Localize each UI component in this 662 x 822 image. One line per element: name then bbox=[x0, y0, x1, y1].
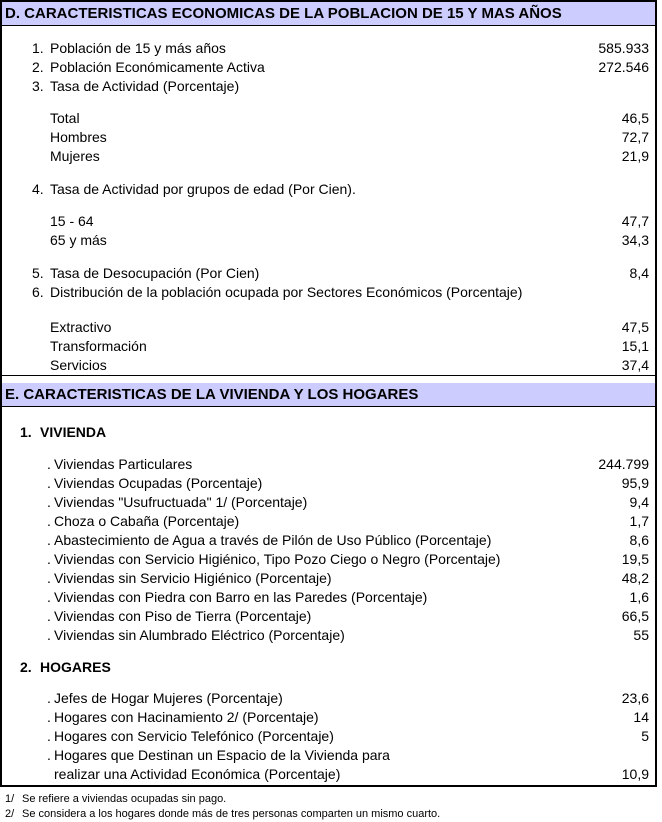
row-value: 47,7 bbox=[621, 213, 649, 229]
row-number: 4. bbox=[32, 181, 44, 197]
row-value: 34,3 bbox=[621, 232, 649, 248]
section-e-title: E. CARACTERISTICAS DE LA VIVIENDA Y LOS HOGARES bbox=[5, 386, 419, 403]
hogares-item bbox=[2, 727, 655, 746]
table-row bbox=[2, 147, 655, 166]
row-value: 9,4 bbox=[629, 494, 649, 510]
row-value bbox=[649, 283, 655, 302]
row-value: 66,5 bbox=[621, 608, 649, 624]
row-label: realizar una Actividad Económica (Porcentaje) bbox=[54, 766, 341, 782]
row-value: 37,4 bbox=[621, 357, 649, 373]
item-bullet: . bbox=[47, 627, 51, 643]
row-label: Viviendas con Piedra con Barro en las Paredes (Porcentaje) bbox=[54, 589, 428, 605]
row-value: 46,5 bbox=[621, 110, 649, 126]
item-bullet: . bbox=[47, 747, 51, 763]
hogares-item bbox=[2, 689, 655, 708]
item-bullet: . bbox=[47, 494, 51, 510]
row-value: 10,9 bbox=[621, 766, 649, 782]
row-label: Jefes de Hogar Mujeres (Porcentaje) bbox=[54, 690, 283, 706]
row-value: 21,9 bbox=[621, 148, 649, 164]
vivienda-item bbox=[2, 455, 655, 474]
item-bullet: . bbox=[47, 475, 51, 491]
table-row bbox=[2, 318, 655, 337]
row-value: 48,2 bbox=[621, 570, 649, 586]
row-value: 8,4 bbox=[629, 265, 649, 281]
section-e-header-bar bbox=[2, 383, 655, 407]
row-value: 15,1 bbox=[621, 338, 649, 354]
vivienda-item bbox=[2, 626, 655, 645]
row-label: Viviendas "Usufructuada" 1/ (Porcentaje) bbox=[54, 494, 308, 510]
item-bullet: . bbox=[47, 532, 51, 548]
table-row bbox=[2, 77, 655, 96]
row-label: Extractivo bbox=[50, 319, 112, 335]
table-row bbox=[2, 212, 655, 231]
row-value: 1,7 bbox=[629, 513, 649, 529]
row-value: 19,5 bbox=[621, 551, 649, 567]
row-value: 55 bbox=[633, 627, 649, 643]
heading-label: HOGARES bbox=[40, 659, 111, 675]
row-label: Hombres bbox=[50, 129, 107, 145]
vivienda-item bbox=[2, 474, 655, 493]
table-row bbox=[2, 231, 655, 250]
row-value: 1,6 bbox=[629, 589, 649, 605]
row-label: Viviendas sin Servicio Higiénico (Porcentaje) bbox=[54, 570, 332, 586]
hogares-item-continuation bbox=[2, 765, 655, 784]
hogares-item bbox=[2, 708, 655, 727]
row-label: Hogares con Hacinamiento 2/ (Porcentaje) bbox=[54, 709, 319, 725]
row-label: Viviendas sin Alumbrado Eléctrico (Porcentaje) bbox=[54, 627, 345, 643]
footnote-text: Se refiere a viviendas ocupadas sin pago. bbox=[22, 793, 227, 805]
heading-label: VIVIENDA bbox=[40, 424, 107, 440]
hogares-heading bbox=[2, 658, 655, 677]
footnote-text: Se considera a los hogares donde más de tres personas comparten un mismo cuarto. bbox=[22, 808, 441, 820]
row-label: 65 y más bbox=[50, 232, 107, 248]
row-number: 2. bbox=[32, 59, 44, 75]
item-bullet: . bbox=[47, 570, 51, 586]
heading-number: 2. bbox=[20, 659, 32, 675]
table-row bbox=[2, 180, 655, 199]
item-bullet: . bbox=[47, 690, 51, 706]
vivienda-item bbox=[2, 569, 655, 588]
vivienda-heading bbox=[2, 423, 655, 442]
row-value bbox=[649, 746, 655, 765]
row-value: 272.546 bbox=[598, 59, 649, 75]
row-number: 3. bbox=[32, 78, 44, 94]
item-bullet: . bbox=[47, 513, 51, 529]
item-bullet: . bbox=[47, 728, 51, 744]
row-label: Tasa de Actividad por grupos de edad (Por Cien). bbox=[50, 181, 356, 197]
item-bullet: . bbox=[47, 608, 51, 624]
row-label: Población de 15 y más años bbox=[50, 40, 226, 56]
footnote-number: 1/ bbox=[5, 793, 15, 805]
item-bullet: . bbox=[47, 709, 51, 725]
row-label: Viviendas Particulares bbox=[54, 456, 193, 472]
item-bullet: . bbox=[47, 456, 51, 472]
item-bullet: . bbox=[47, 589, 51, 605]
row-value: 47,5 bbox=[621, 319, 649, 335]
row-value bbox=[649, 180, 655, 199]
vivienda-item bbox=[2, 512, 655, 531]
row-value bbox=[649, 77, 655, 96]
row-value: 72,7 bbox=[621, 129, 649, 145]
row-label: 15 - 64 bbox=[50, 213, 94, 229]
vivienda-item bbox=[2, 531, 655, 550]
row-label: Tasa de Actividad (Porcentaje) bbox=[50, 78, 240, 94]
table-row bbox=[2, 39, 655, 58]
table-row bbox=[2, 283, 655, 302]
heading-number: 1. bbox=[20, 424, 32, 440]
vivienda-item bbox=[2, 550, 655, 569]
hogares-item bbox=[2, 746, 655, 765]
table-row bbox=[2, 264, 655, 283]
row-label: Total bbox=[50, 110, 80, 126]
row-number: 5. bbox=[32, 265, 44, 281]
vivienda-item bbox=[2, 588, 655, 607]
row-value: 5 bbox=[641, 728, 649, 744]
section-divider-rule bbox=[2, 375, 655, 376]
table-row bbox=[2, 356, 655, 375]
row-value: 585.933 bbox=[598, 40, 649, 56]
row-label: Tasa de Desocupación (Por Cien) bbox=[50, 265, 260, 281]
row-value: 244.799 bbox=[598, 456, 649, 472]
footnote bbox=[0, 807, 662, 822]
row-label: Choza o Cabaña (Porcentaje) bbox=[54, 513, 240, 529]
table-row bbox=[2, 58, 655, 77]
row-label: Viviendas Ocupadas (Porcentaje) bbox=[54, 475, 263, 491]
vivienda-item bbox=[2, 607, 655, 626]
row-number: 1. bbox=[32, 40, 44, 56]
section-d-header-bar bbox=[2, 2, 655, 26]
footnotes bbox=[0, 792, 662, 822]
row-value: 14 bbox=[633, 709, 649, 725]
row-label: Transformación bbox=[50, 338, 147, 354]
footnote bbox=[0, 792, 662, 807]
section-d-title: D. CARACTERISTICAS ECONOMICAS DE LA POBLACION DE 15 Y MAS AÑOS bbox=[5, 5, 562, 22]
row-label: Viviendas con Servicio Higiénico, Tipo Pozo Ciego o Negro (Porcentaje) bbox=[54, 551, 501, 567]
row-label: Hogares con Servicio Telefónico (Porcentaje) bbox=[54, 728, 334, 744]
row-label: Población Económicamente Activa bbox=[50, 59, 265, 75]
row-label: Servicios bbox=[50, 357, 107, 373]
row-number: 6. bbox=[32, 284, 44, 300]
row-value: 95,9 bbox=[621, 475, 649, 491]
row-label: Abastecimiento de Agua a través de Pilón de Uso Público (Porcentaje) bbox=[54, 532, 492, 548]
item-bullet: . bbox=[47, 551, 51, 567]
row-value: 8,6 bbox=[629, 532, 649, 548]
table-row bbox=[2, 337, 655, 356]
row-label: Viviendas con Piso de Tierra (Porcentaje) bbox=[54, 608, 312, 624]
table-row bbox=[2, 128, 655, 147]
footnote-number: 2/ bbox=[5, 808, 15, 820]
row-value: 23,6 bbox=[621, 690, 649, 706]
row-label: Distribución de la población ocupada por Sectores Económicos (Porcentaje) bbox=[50, 284, 523, 300]
row-label: Hogares que Destinan un Espacio de la Vivienda para bbox=[54, 747, 390, 763]
table-row bbox=[2, 109, 655, 128]
row-label: Mujeres bbox=[50, 148, 100, 164]
vivienda-item bbox=[2, 493, 655, 512]
